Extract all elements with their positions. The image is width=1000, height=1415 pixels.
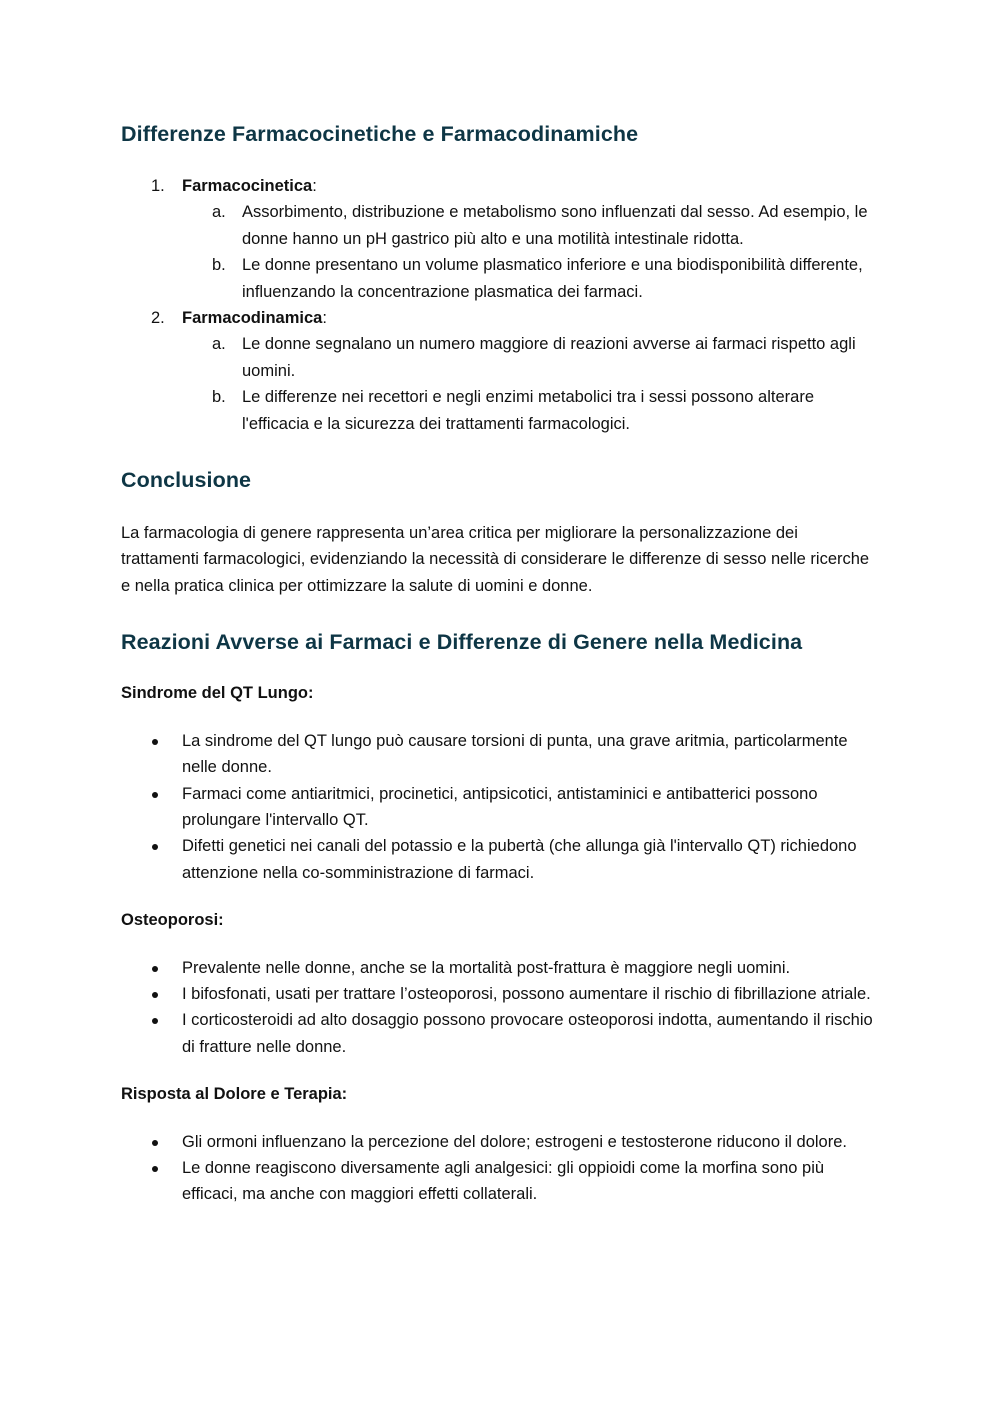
list-item <box>121 981 880 1007</box>
item-title: Farmacodinamica <box>182 309 323 328</box>
list-text: Assorbimento, distribuzione e metabolismo sono influenzati dal sesso. Ad esempio, le donne hanno un pH gastrico più alto e una motilità intestinale ridotta. <box>242 203 868 248</box>
list-text: I corticosteroidi ad alto dosaggio possono provocare osteoporosi indotta, aumentando il rischio di fratture nelle donne. <box>182 1011 873 1056</box>
subheading-osteoporosi: Osteoporosi: <box>121 911 224 930</box>
item-title: Farmacocinetica <box>182 177 313 195</box>
list-text: I bifosfonati, usati per trattare l’osteoporosi, possono aumentare il rischio di fibrillazione atriale. <box>182 984 871 1003</box>
bullet-icon <box>152 992 158 998</box>
bullet-icon <box>152 1018 158 1024</box>
list-marker: b. <box>212 388 226 407</box>
heading-reazioni-avverse: Reazioni Avverse ai Farmaci e Differenze di Genere nella Medicina <box>121 630 803 655</box>
list-text: Le donne reagiscono diversamente agli analgesici: gli oppioidi come la morfina sono più efficaci, ma anche con maggiori effetti collaterali. <box>182 1158 825 1204</box>
subheading-qt-lungo: Sindrome del QT Lungo: <box>121 684 314 703</box>
list-marker: a. <box>212 203 226 222</box>
list-text: La sindrome del QT lungo può causare torsioni di punta, una grave aritmia, particolarmente nelle donne. <box>182 731 848 777</box>
sub-list <box>182 331 880 437</box>
bullet-icon <box>152 739 158 745</box>
item-colon: : <box>312 177 317 195</box>
list-item <box>121 1155 880 1208</box>
list-text: Prevalente nelle donne, anche se la mortalità post-frattura è maggiore negli uomini. <box>182 958 791 977</box>
list-marker: 1. <box>151 177 165 195</box>
heading-differenze: Differenze Farmacocinetiche e Farmacodinamiche <box>121 122 639 146</box>
bullet-list <box>121 1129 880 1208</box>
bullet-icon <box>152 1140 158 1146</box>
bullet-icon <box>152 844 158 850</box>
list-text: Gli ormoni influenzano la percezione del dolore; estrogeni e testosterone riducono il dolore. <box>182 1132 847 1151</box>
list-item <box>182 384 880 437</box>
list-marker: a. <box>212 335 226 354</box>
bullet-icon <box>152 1166 158 1172</box>
bullet-list <box>121 955 880 1061</box>
item-colon: : <box>322 309 327 328</box>
conclusion-paragraph: La farmacologia di genere rappresenta un’area critica per migliorare la personalizzazione dei trattamenti farmacologici, evidenziando la necessità di considerare le differenze di sesso nelle ricerche e nella pratica clinica per ottimizzare la salute di uomini e donne. <box>121 524 870 595</box>
bullet-list <box>121 728 880 886</box>
list-item <box>121 955 880 981</box>
sub-list <box>182 199 880 305</box>
list-text: Le donne segnalano un numero maggiore di reazioni avverse ai farmaci rispetto agli uomini. <box>242 335 856 380</box>
list-marker: 2. <box>151 309 165 328</box>
list-text: Le donne presentano un volume plasmatico inferiore e una biodisponibilità differente, influenzando la concentrazione plasmatica dei farmaci. <box>242 256 863 301</box>
list-item <box>121 781 880 834</box>
list-marker: b. <box>212 256 226 275</box>
list-item <box>121 305 880 437</box>
list-item <box>121 1129 880 1155</box>
list-item <box>182 252 880 305</box>
subheading-dolore-terapia: Risposta al Dolore e Terapia: <box>121 1085 348 1104</box>
list-item <box>182 331 880 384</box>
list-item <box>121 728 880 781</box>
list-text: Le differenze nei recettori e negli enzimi metabolici tra i sessi possono alterare l'efficacia e la sicurezza dei trattamenti farmacologici. <box>242 388 814 433</box>
list-text: Farmaci come antiaritmici, procinetici, antipsicotici, antistaminici e antibatterici possono prolungare l'intervallo QT. <box>182 784 818 829</box>
list-item <box>121 833 880 886</box>
list-item <box>121 1007 880 1060</box>
numbered-list <box>121 173 880 437</box>
list-item <box>182 199 880 252</box>
heading-conclusione: Conclusione <box>121 468 252 493</box>
bullet-icon <box>152 966 158 972</box>
list-item <box>121 173 880 305</box>
list-text: Difetti genetici nei canali del potassio e la pubertà (che allunga già l'intervallo QT) richiedono attenzione nella co-somministrazione di farmaci. <box>182 837 857 882</box>
bullet-icon <box>152 792 158 798</box>
